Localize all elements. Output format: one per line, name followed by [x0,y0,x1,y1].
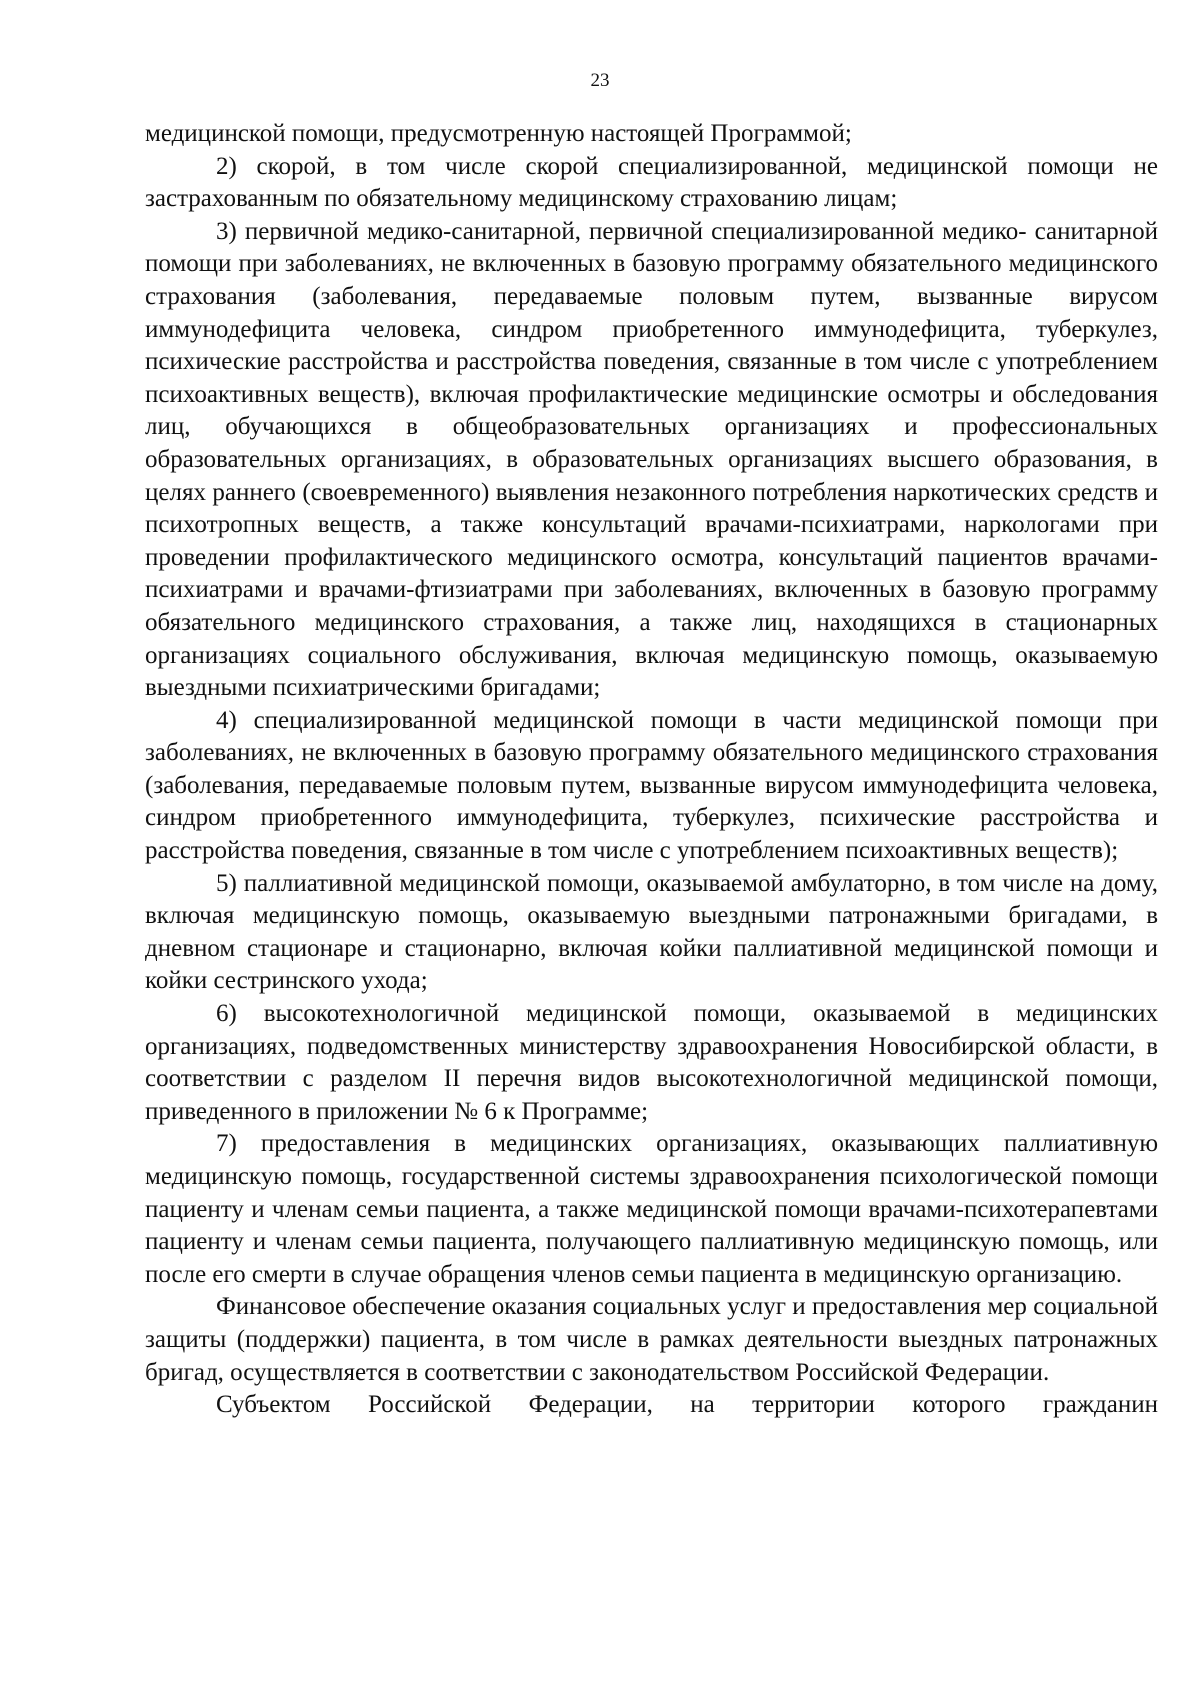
text-line: профилактического медицинского осмотра, консультаций пациентов врачами- [284,543,1159,571]
text-line: 7) предоставления в медицинских организациях, оказывающих [216,1130,980,1158]
text-line: законодательством Российской Федерации. [589,1358,1050,1386]
text-line: Субъектом Российской Федерации, на территории которого гражданин [216,1391,1158,1419]
text-line: поведения, связанные в том числе с употреблением психоактивных веществ); [291,837,1119,865]
text-line: обучающихся в общеобразовательных организациях и профессиональных [225,413,1158,441]
paragraph [145,705,1158,868]
text-line: области, в соответствии с разделом II перечня видов высокотехнологичной [145,1032,1159,1093]
paragraph [145,118,1158,151]
text-line: путем, вызванные вирусом иммунодефицита человека, синдром приобретенного [145,282,1158,343]
text-line: 2) скорой, в том числе скорой специализированной, медицинской помощи [216,152,1114,180]
text-line: 4) специализированной медицинской помощи в части медицинской помощи [216,706,1102,734]
text-line: 6) высокотехнологичной медицинской помощи, оказываемой в медицинских [216,1000,1158,1028]
text-line: паллиативную медицинскую помощь, государственной системы здравоохранения [145,1130,1158,1190]
body-text [145,118,1158,1422]
text-line: 3) первичной медико-санитарной, первичной специализированной медико- [216,217,1027,245]
text-line: не застрахованным по обязательному медицинскому страхованию лицам; [145,152,1159,213]
text-line: 5) паллиативной медицинской помощи, оказываемой амбулаторно, в том [216,869,996,897]
text-line: психологической помощи пациенту и членам семьи пациента, а также медицинской [145,1163,1158,1223]
text-line: обязательного медицинского страхования (заболевания, передаваемые половым [145,250,1158,310]
text-line: патронажными бригадами, в дневном стационаре и стационарно, включая койки [145,902,1159,962]
text-line: в стационарных организациях социального обслуживания, включая медицинскую [145,608,1159,669]
text-line: помощь, оказываемую выездными психиатрическими бригадами; [145,641,1159,702]
paragraph [145,1389,1158,1422]
text-line: психиатрами и врачами-фтизиатрами при заболеваниях, включенных в базовую [145,576,1031,604]
text-line: помощи врачами-психотерапевтами пациенту и членам семьи пациента, [145,1195,1158,1256]
paragraph [145,868,1158,998]
text-line: Финансовое обеспечение оказания социальных услуг и предоставления мер [216,1293,1027,1321]
text-line: образовательных организациях, в образовательных организациях высшего [145,445,980,473]
page-number: 23 [590,70,610,91]
paragraph [145,216,1158,705]
text-line: медицинской помощи, приведенного в приложении № 6 к Программе; [145,1065,1159,1125]
text-line: иммунодефицита, туберкулез, психические расстройства и расстройства [145,804,1159,865]
text-line: паллиативной медицинской помощи и койки сестринского ухода; [145,934,1159,995]
paragraph [145,998,1158,1128]
text-line: программу обязательного медицинского страхования, а также лиц, находящихся [145,576,1158,636]
text-line: выездных патронажных бригад, осуществляется в соответствии с [145,1325,1158,1386]
text-line: числе на дому, включая медицинскую помощь, оказываемую выездными [145,869,1158,930]
text-line: иммунодефицита, туберкулез, психические расстройства и расстройства [145,315,1158,376]
text-line: образования, в целях раннего (своевременного) выявления незаконного [145,445,1158,506]
text-line: организациях, подведомственных министерству здравоохранения Новосибирской [145,1032,1035,1060]
text-line: потребления наркотических средств и психотропных веществ, а также [145,478,1159,539]
text-line: включая профилактические медицинские осмотры и обследования лиц, [145,380,1158,441]
text-line: вызванные вирусом иммунодефицита человека, синдром приобретенного [145,771,1158,832]
text-line: обращения членов семьи пациента в медицинскую организацию. [427,1260,1123,1288]
text-line: консультаций врачами-психиатрами, наркологами при проведении [145,511,1158,571]
text-line: санитарной помощи при заболеваниях, не включенных в базовую программу [145,217,1158,278]
paragraph [145,1291,1158,1389]
paragraph [145,151,1158,216]
text-line: медицинского страхования (заболевания, передаваемые половым путем, [145,739,1158,799]
text-line: получающего паллиативную медицинскую помощь, или после его смерти в случае [145,1228,1159,1288]
text-line: медицинской помощи, предусмотренную настоящей Программой; [145,120,852,147]
text-line: при заболеваниях, не включенных в базовую программу обязательного [145,706,1159,767]
text-line: поведения, связанные в том числе с употреблением психоактивных веществ), [145,348,1159,408]
text-line: социальной защиты (поддержки) пациента, в том числе в рамках деятельности [145,1293,1158,1353]
paragraph [145,1128,1158,1291]
